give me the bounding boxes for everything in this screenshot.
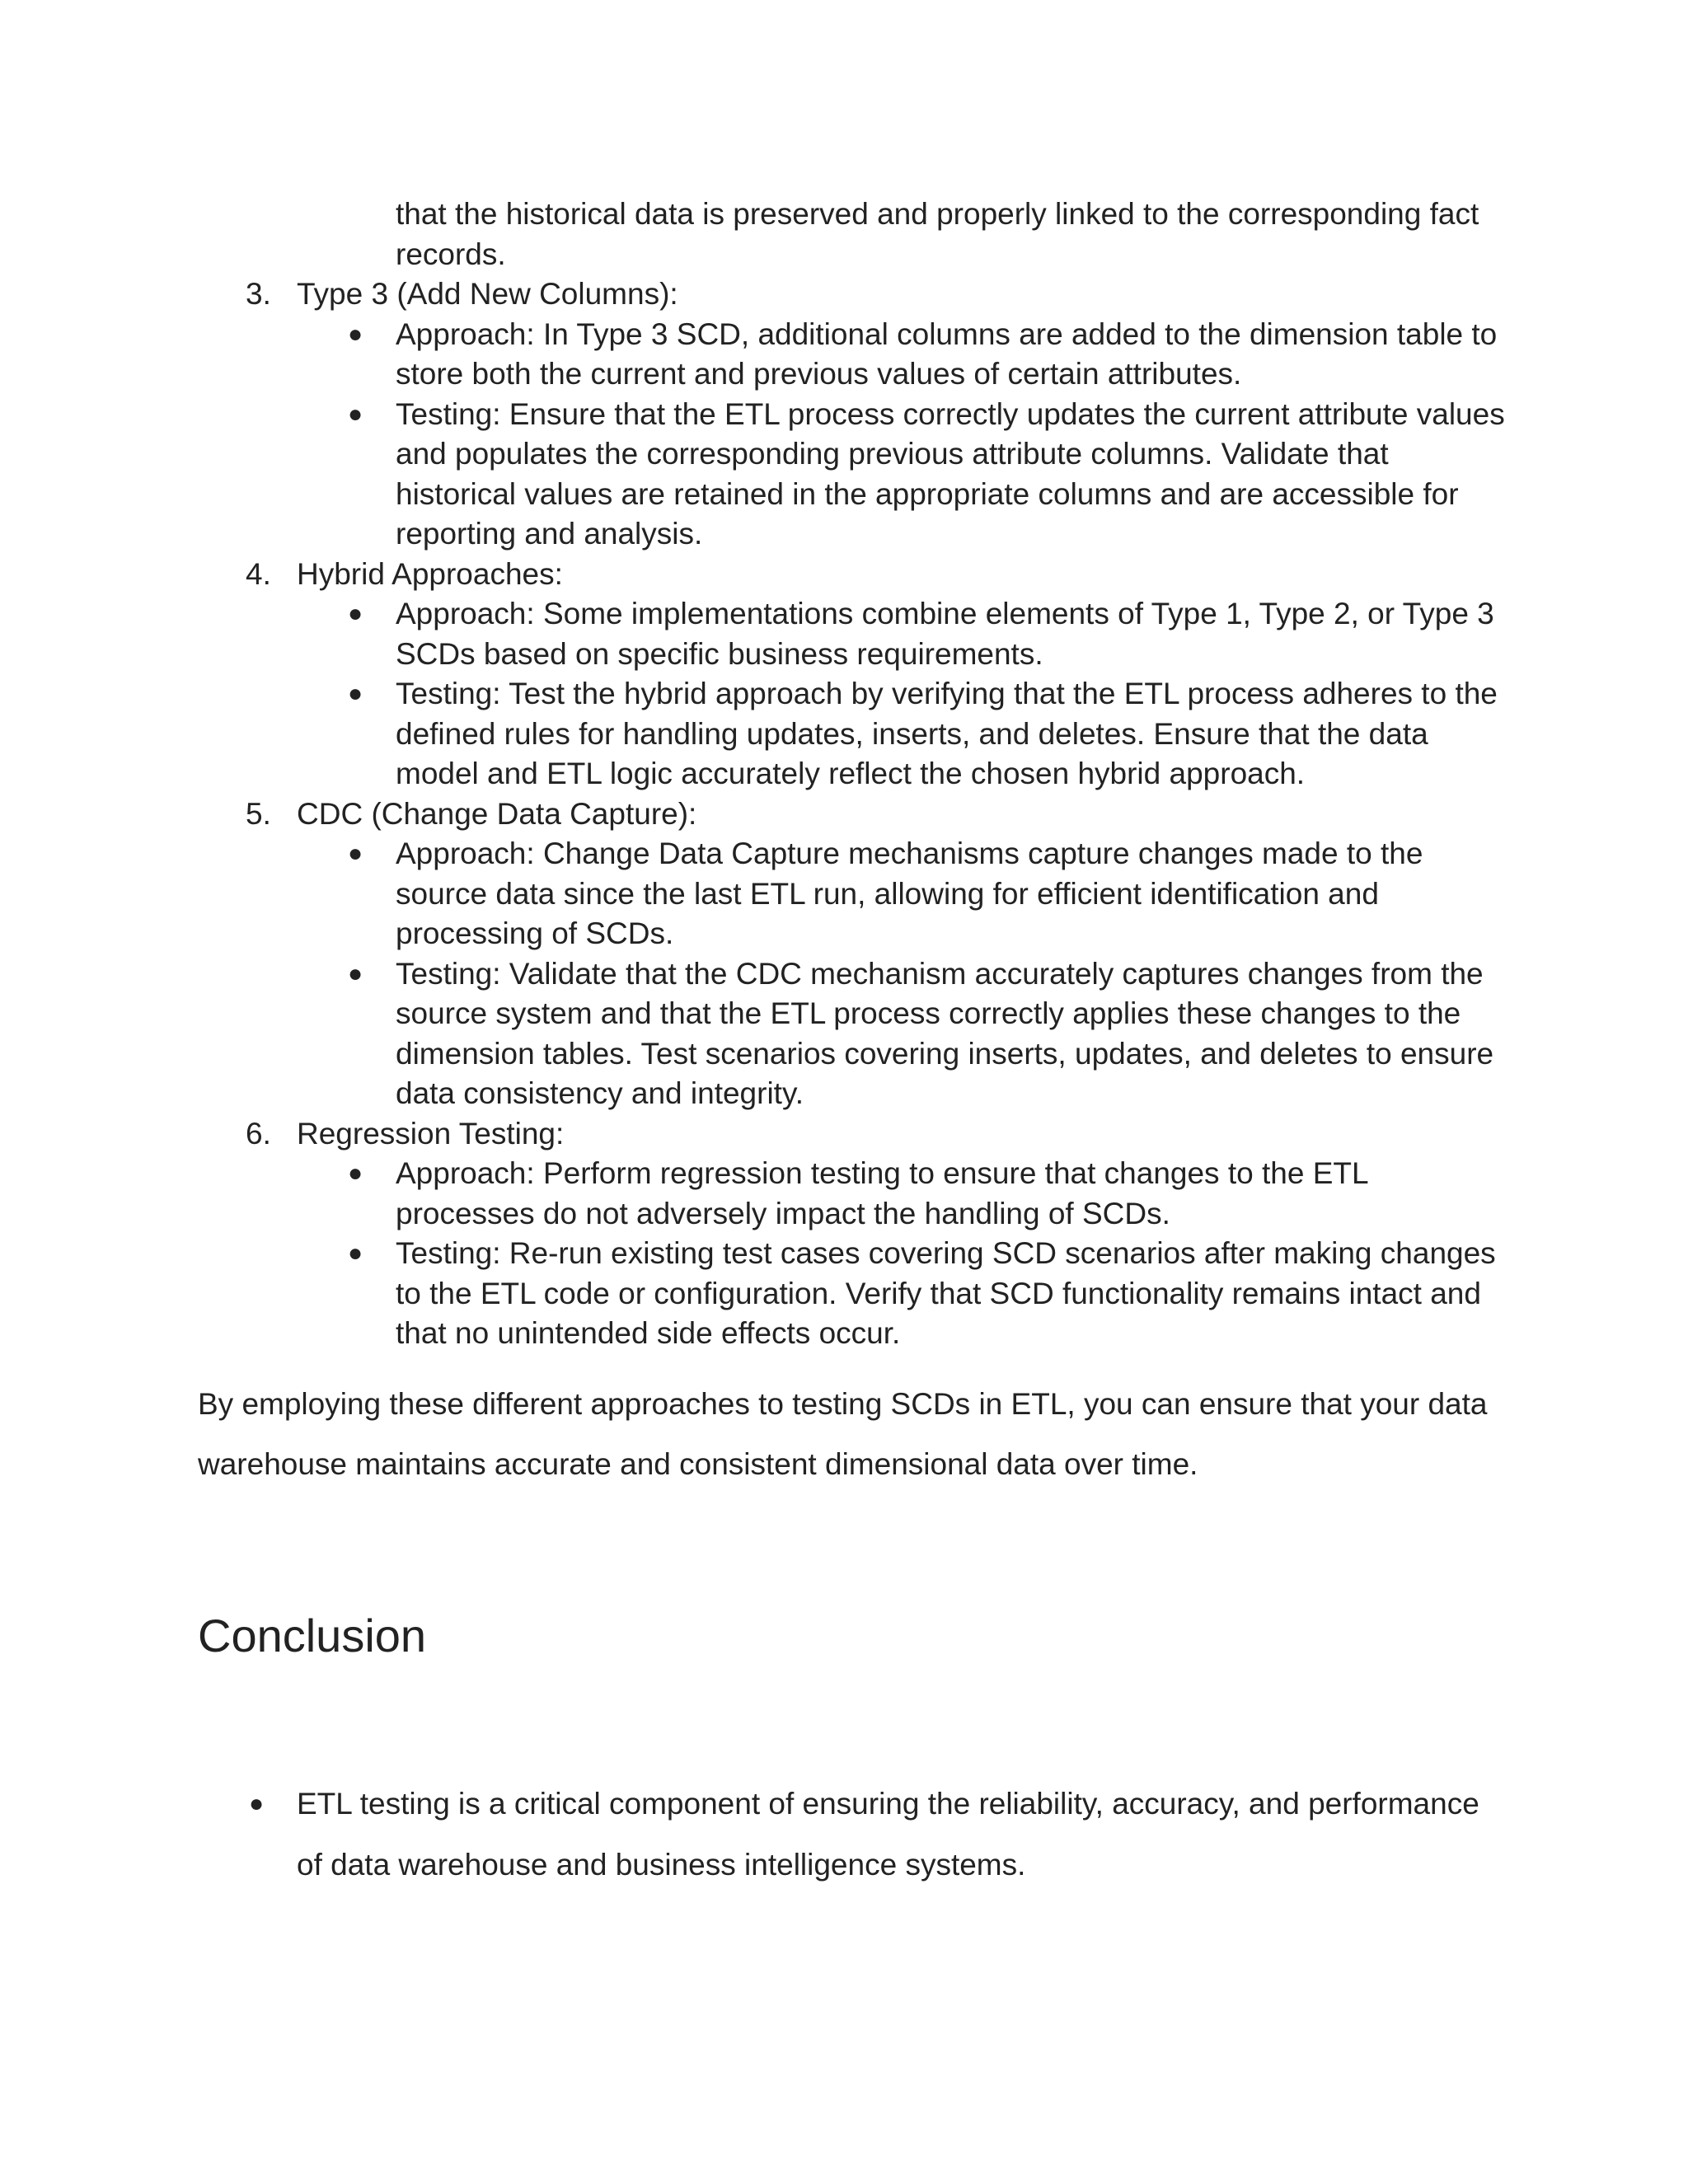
bullet-text: Testing: Test the hybrid approach by verifying that the ETL process adheres to the defined rules for handling updates, inserts, and deletes. Ensure that the data model and ETL logic accurately reflect the chosen hybrid approach.	[396, 677, 1498, 790]
bullet-icon: ●	[249, 1789, 265, 1817]
list-item-regression-testing	[198, 1114, 1508, 1155]
list-number: 3.	[246, 277, 271, 311]
bullet-item	[198, 834, 1508, 954]
conclusion-heading: Conclusion	[198, 1609, 427, 1661]
bullet-icon: ●	[348, 400, 363, 428]
bullet-item	[198, 1154, 1508, 1234]
bullet-text: Approach: In Type 3 SCD, additional columns are added to the dimension table to store both the current and previous values of certain attributes.	[396, 316, 1498, 391]
bullet-icon: ●	[348, 1240, 363, 1267]
bullet-text: Approach: Change Data Capture mechanisms capture changes made to the source data since the last ETL run, allowing for efficient identification and processing of SCDs.	[396, 837, 1423, 950]
bullet-icon: ●	[348, 600, 363, 627]
list-number: 5.	[246, 796, 271, 831]
bullet-item	[198, 315, 1508, 395]
numbered-list	[198, 274, 1508, 1354]
bullet-list	[198, 315, 1508, 555]
list-item-title: Hybrid Approaches:	[297, 556, 563, 591]
bullet-text: Testing: Ensure that the ETL process correctly updates the current attribute values and populates the corresponding previous attribute columns. Validate that historical values are retained in the appropriate columns and are accessible for reporting and analysis.	[396, 396, 1505, 551]
list-item-hybrid	[198, 555, 1508, 595]
summary-paragraph: By employing these different approaches to testing SCDs in ETL, you can ensure that your data warehouse maintains accurate and consistent dimensional data over time.	[198, 1386, 1488, 1481]
list-item-title: Regression Testing:	[297, 1116, 565, 1151]
bullet-item	[198, 395, 1508, 555]
document-content	[198, 194, 1508, 1896]
continuation-text: that the historical data is preserved and properly linked to the corresponding fact records.	[396, 197, 1479, 271]
bullet-text: Testing: Validate that the CDC mechanism accurately captures changes from the source system and that the ETL process correctly applies these changes to the dimension tables. Test scenarios covering inserts, updates, and deletes to ensure data consistency and integrity.	[396, 956, 1494, 1110]
bullet-list	[198, 594, 1508, 794]
list-item-title: Type 3 (Add New Columns):	[297, 277, 678, 311]
conclusion-list	[198, 1774, 1508, 1896]
bullet-list	[198, 1154, 1508, 1354]
bullet-icon: ●	[348, 1160, 363, 1187]
bullet-item	[198, 954, 1508, 1114]
bullet-list	[198, 834, 1508, 1114]
list-item-type-3	[198, 274, 1508, 315]
bullet-text: Approach: Perform regression testing to ensure that changes to the ETL processes do not adversely impact the handling of SCDs.	[396, 1156, 1368, 1230]
bullet-item	[198, 674, 1508, 794]
list-item-title: CDC (Change Data Capture):	[297, 796, 697, 831]
bullet-text: Testing: Re-run existing test cases covering SCD scenarios after making changes to the ETL code or configuration. Verify that SCD functionality remains intact and that no unintended side effects occur.	[396, 1236, 1496, 1350]
bullet-icon: ●	[348, 959, 363, 987]
bullet-icon: ●	[348, 680, 363, 707]
list-number: 6.	[246, 1116, 271, 1151]
conclusion-bullet-text: ETL testing is a critical component of ensuring the reliability, accuracy, and performance of data warehouse and business intelligence systems.	[297, 1786, 1479, 1882]
bullet-icon: ●	[348, 840, 363, 867]
list-number: 4.	[246, 556, 271, 591]
bullet-item	[198, 1234, 1508, 1354]
bullet-text: Approach: Some implementations combine elements of Type 1, Type 2, or Type 3 SCDs based on specific business requirements.	[396, 597, 1494, 671]
list-item-cdc	[198, 794, 1508, 835]
bullet-icon: ●	[348, 320, 363, 348]
bullet-item	[198, 594, 1508, 674]
